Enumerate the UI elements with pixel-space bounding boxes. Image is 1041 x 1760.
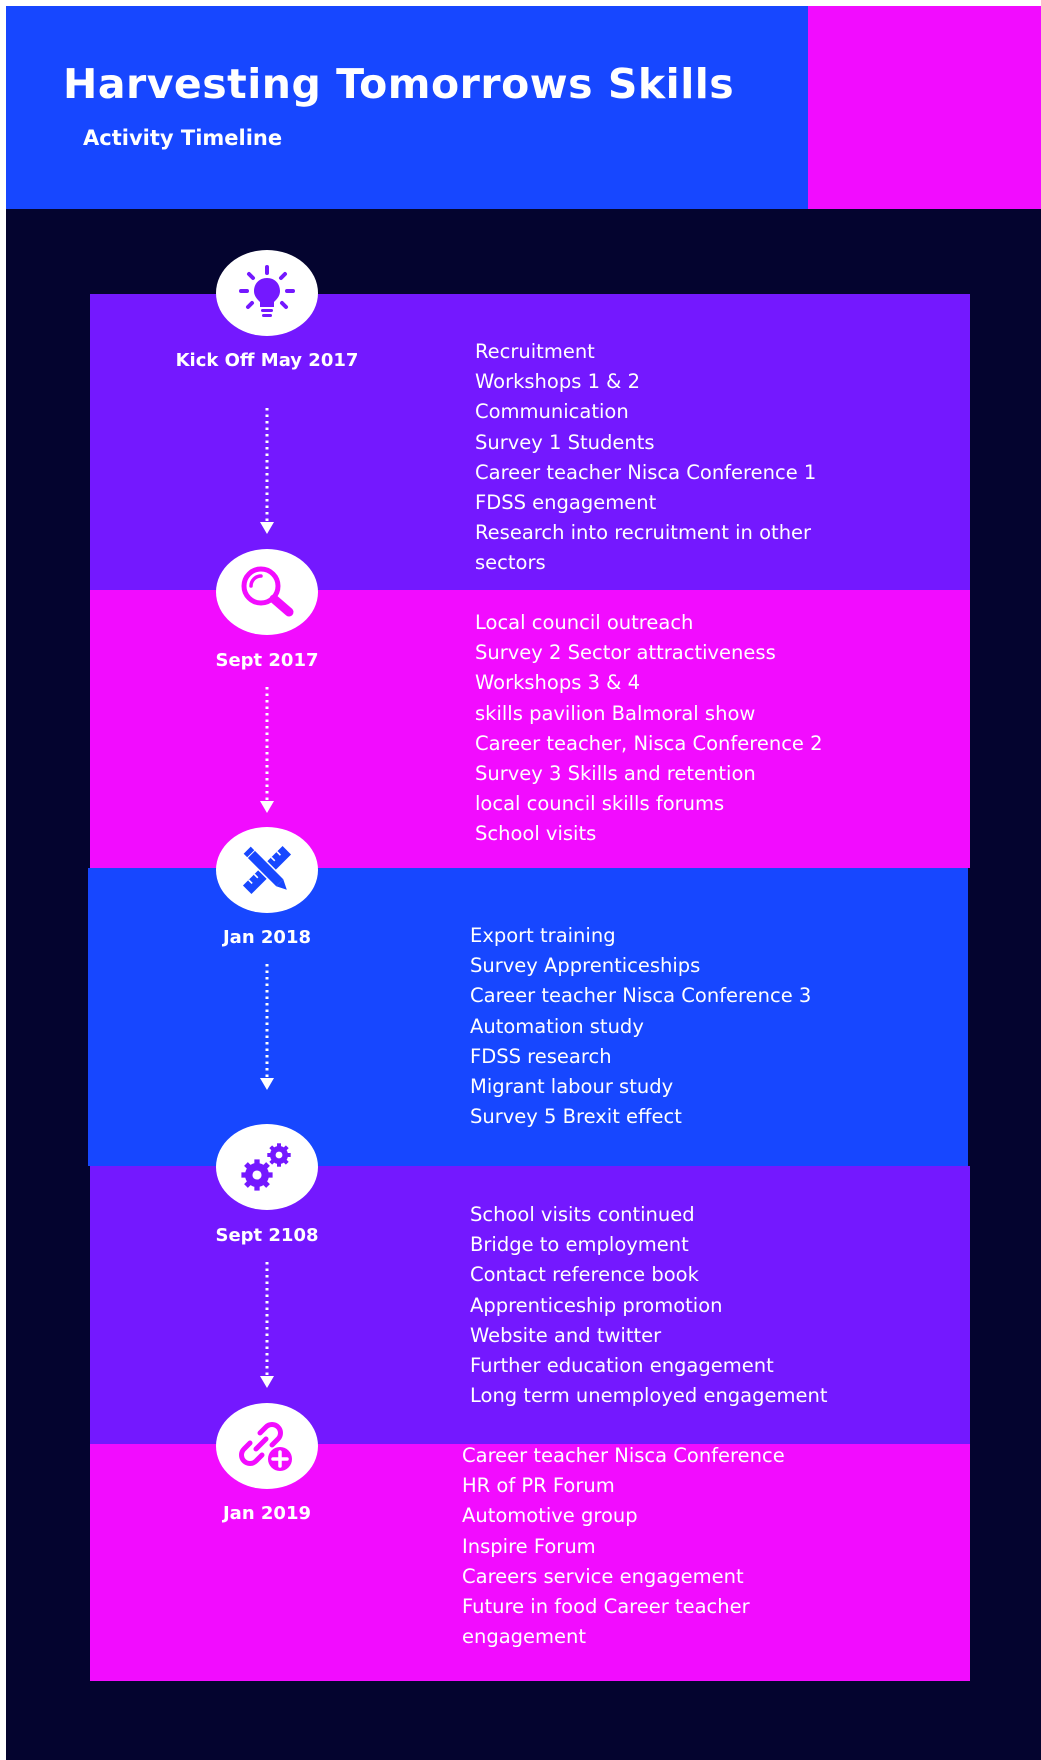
activity-item: Workshops 1 & 2 [475,370,640,394]
milestone-label: Kick Off May 2017 [175,350,359,371]
milestone-circle [216,250,318,336]
activity-list [475,608,895,850]
activity-item: Survey 3 Skills and retention [475,762,756,786]
gears-icon [235,1137,299,1197]
activity-list [462,1441,882,1652]
activity-item: Bridge to employment [470,1233,689,1257]
activity-item: Survey 5 Brexit effect [470,1105,682,1129]
milestone-circle [216,1403,318,1489]
milestone-circle [216,827,318,913]
activity-item: Export training [470,924,616,947]
activity-item: Survey 2 Sector attractiveness [475,641,776,665]
dotted-arrow-connector [257,964,277,1090]
dotted-arrow-connector [257,408,277,534]
header-accent-block [808,6,1041,209]
dotted-arrow-connector [257,1262,277,1388]
activity-item: Career teacher, Nisca Conference 2 [475,731,823,755]
milestone-label: Sept 2017 [215,650,319,671]
activity-item: Inspire Forum [462,1534,596,1558]
activity-item: Workshops 3 & 4 [475,671,640,695]
activity-item: Career teacher Nisca Conference 1 [475,460,817,484]
activity-item: Research into recruitment in other [475,521,812,545]
activity-list [470,1200,890,1411]
activity-item: Future in food Career teacher [462,1595,750,1619]
activity-item: Recruitment [475,340,595,363]
link-add-icon [236,1415,298,1477]
page-title: Harvesting Tomorrows Skills [63,60,735,108]
activity-item: engagement [462,1625,587,1649]
activity-item: Long term unemployed engagement [470,1384,828,1408]
milestone-circle [216,549,318,635]
activity-item: Automotive group [462,1504,638,1528]
activity-item: Communication [475,400,629,424]
activity-item: local council skills forums [475,792,725,816]
dotted-arrow-connector [257,687,277,813]
page-subtitle: Activity Timeline [83,126,283,150]
activity-list [475,337,895,579]
activity-item: Career teacher Nisca Conference 3 [470,984,812,1008]
activity-list [470,921,890,1132]
milestone-label: Jan 2018 [222,927,312,948]
activity-item: FDSS engagement [475,491,657,515]
activity-item: sectors [475,551,546,575]
activity-item: Website and twitter [470,1323,662,1347]
activity-item: Career teacher Nisca Conference [462,1444,785,1467]
milestone-label: Jan 2019 [222,1503,312,1524]
milestone-label: Sept 2108 [215,1225,319,1246]
activity-item: Contact reference book [470,1263,699,1287]
activity-item: Automation study [470,1014,644,1038]
activity-item: Apprenticeship promotion [470,1293,723,1317]
lightbulb-icon [237,263,297,323]
activity-item: School visits continued [470,1203,695,1226]
activity-item: HR of PR Forum [462,1474,615,1498]
activity-item: skills pavilion Balmoral show [475,701,756,725]
milestone-circle [216,1124,318,1210]
magnifier-icon [235,562,299,622]
activity-item: Migrant labour study [470,1075,674,1099]
pencil-ruler-icon [235,838,299,902]
activity-item: Survey 1 Students [475,430,655,454]
activity-item: Careers service engagement [462,1564,744,1588]
activity-item: FDSS research [470,1044,612,1068]
activity-item: Survey Apprenticeships [470,954,701,978]
activity-item: Local council outreach [475,611,694,634]
activity-item: School visits [475,822,597,846]
activity-item: Further education engagement [470,1354,774,1378]
